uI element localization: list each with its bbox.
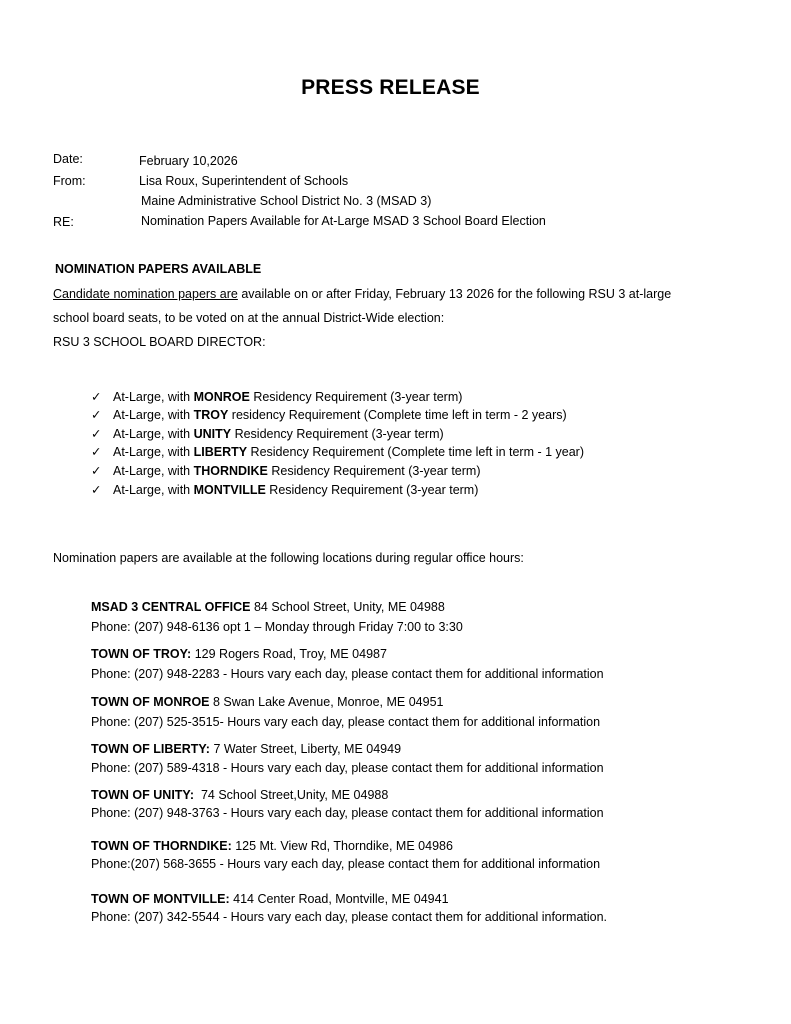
location-heading bbox=[91, 838, 453, 854]
seat-item: ✓ At-Large, with MONROE Residency Requirement (3-year term) bbox=[91, 390, 463, 404]
location-phone: Phone: (207) 948-6136 opt 1 – Monday through Friday 7:00 to 3:30 bbox=[91, 620, 463, 634]
location-phone: Phone: (207) 948-3763 - Hours vary each day, please contact them for additional information bbox=[91, 806, 604, 820]
location-phone: Phone: (207) 589-4318 - Hours vary each day, please contact them for additional information bbox=[91, 761, 604, 775]
location-name: TOWN OF THORNDIKE: bbox=[91, 839, 232, 853]
seat-item: ✓ At-Large, with UNITY Residency Requirement (3-year term) bbox=[91, 427, 444, 441]
location-heading bbox=[91, 599, 445, 615]
from-line-1: Lisa Roux, Superintendent of Schools bbox=[139, 174, 349, 188]
intro-line-2: school board seats, to be voted on at the annual District-Wide election: bbox=[53, 311, 445, 325]
location-name: MSAD 3 CENTRAL OFFICE bbox=[91, 600, 251, 614]
checkmark-icon: ✓ bbox=[91, 408, 102, 422]
location-address: 129 Rogers Road, Troy, ME 04987 bbox=[191, 647, 387, 661]
location-phone: Phone:(207) 568-3655 - Hours vary each day, please contact them for additional information bbox=[91, 857, 601, 871]
location-address: 125 Mt. View Rd, Thorndike, ME 04986 bbox=[231, 839, 453, 853]
seat-item: ✓ At-Large, with TROY residency Requirement (Complete time left in term - 2 years) bbox=[91, 408, 567, 422]
checkmark-icon: ✓ bbox=[91, 390, 102, 404]
from-line-2: Maine Administrative School District No. 3 (MSAD 3) bbox=[141, 194, 432, 208]
location-heading bbox=[91, 646, 387, 662]
seat-town: TROY bbox=[193, 408, 229, 422]
intro-rest: available on or after Friday, February 13 2026 for the following RSU 3 at-large bbox=[237, 287, 672, 301]
checkmark-icon: ✓ bbox=[91, 464, 102, 478]
checkmark-icon: ✓ bbox=[91, 427, 102, 441]
location-address: 74 School Street,Unity, ME 04988 bbox=[194, 788, 389, 802]
location-heading bbox=[91, 694, 443, 710]
re-value: Nomination Papers Available for At-Large MSAD 3 School Board Election bbox=[141, 214, 546, 228]
location-address: 7 Water Street, Liberty, ME 04949 bbox=[209, 742, 402, 756]
checkmark-icon: ✓ bbox=[91, 445, 102, 459]
location-phone: Phone: (207) 342-5544 - Hours vary each day, please contact them for additional information. bbox=[91, 910, 608, 924]
location-phone: Phone: (207) 948-2283 - Hours vary each day, please contact them for additional information bbox=[91, 667, 604, 681]
seat-town: UNITY bbox=[193, 427, 232, 441]
seat-town: MONROE bbox=[193, 390, 250, 404]
location-heading bbox=[91, 891, 449, 907]
location-address: 414 Center Road, Montville, ME 04941 bbox=[229, 892, 449, 906]
date-value: February 10,2026 bbox=[139, 154, 238, 168]
location-name: TOWN OF TROY: bbox=[91, 647, 192, 661]
seat-item: ✓ At-Large, with LIBERTY Residency Requirement (Complete time left in term - 1 year) bbox=[91, 445, 585, 459]
re-label: RE: bbox=[53, 215, 74, 229]
location-address: 8 Swan Lake Avenue, Monroe, ME 04951 bbox=[209, 695, 444, 709]
from-label: From: bbox=[53, 174, 86, 188]
seat-item: ✓ At-Large, with MONTVILLE Residency Requirement (3-year term) bbox=[91, 483, 479, 497]
seat-town: MONTVILLE bbox=[193, 483, 266, 497]
location-address: 84 School Street, Unity, ME 04988 bbox=[250, 600, 445, 614]
location-heading bbox=[91, 787, 388, 803]
seat-town: THORNDIKE bbox=[193, 464, 268, 478]
intro-line-3: RSU 3 SCHOOL BOARD DIRECTOR: bbox=[53, 335, 266, 349]
location-name: TOWN OF MONTVILLE: bbox=[91, 892, 230, 906]
checkmark-icon: ✓ bbox=[91, 483, 102, 497]
intro-underlined: Candidate nomination papers are bbox=[53, 287, 238, 301]
location-name: TOWN OF LIBERTY: bbox=[91, 742, 210, 756]
date-label: Date: bbox=[53, 152, 83, 166]
page-title: PRESS RELEASE bbox=[301, 76, 480, 99]
intro-line-1 bbox=[53, 286, 671, 302]
location-name: TOWN OF UNITY: bbox=[91, 788, 194, 802]
location-name: TOWN OF MONROE bbox=[91, 695, 210, 709]
seat-town: LIBERTY bbox=[193, 445, 248, 459]
seat-item: ✓ At-Large, with THORNDIKE Residency Requirement (3-year term) bbox=[91, 464, 481, 478]
section-heading: NOMINATION PAPERS AVAILABLE bbox=[55, 262, 262, 276]
location-phone: Phone: (207) 525-3515- Hours vary each day, please contact them for additional information bbox=[91, 715, 601, 729]
locations-intro: Nomination papers are available at the following locations during regular office hours: bbox=[53, 551, 524, 565]
location-heading bbox=[91, 741, 401, 757]
